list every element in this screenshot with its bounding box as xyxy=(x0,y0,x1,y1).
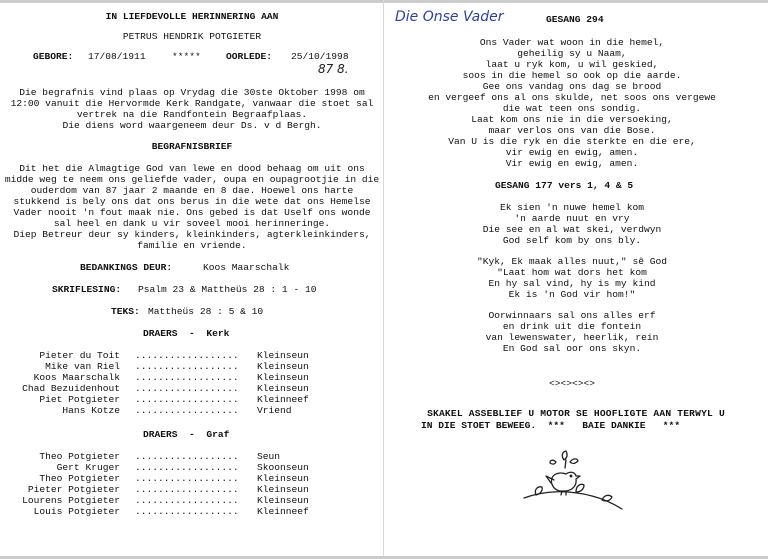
dot-leader: .................. xyxy=(135,372,239,383)
lyric-line: Vir ewig en ewig, amen. xyxy=(505,158,639,169)
dot-leader: .................. xyxy=(135,484,239,495)
bearer-row xyxy=(0,405,384,416)
lyric-line: van lewenswater, heerlik, rein xyxy=(485,332,659,343)
bearer-relation: Kleinseun xyxy=(257,350,309,361)
hymn-177-title: GESANG 177 vers 1, 4 & 5 xyxy=(495,180,634,191)
grave-bearers-heading: DRAERS - Graf xyxy=(143,429,230,440)
bearer-relation: Kleinseun xyxy=(257,495,309,506)
lyric-line: "Kyk, Ek maak alles nuut," sê God xyxy=(477,256,667,267)
letter-line: stukkend is bely ons dat ons berus in die wete dat ons Hemelse xyxy=(13,196,371,207)
bearer-name: Gert Kruger xyxy=(56,462,120,473)
lyric-line: maar verlos ons van die Bose. xyxy=(488,125,656,136)
bearer-row xyxy=(0,350,384,361)
lyric-line: 'n aarde nuut en vry xyxy=(514,213,630,224)
bearer-relation: Kleinseun xyxy=(257,383,309,394)
lyric-line: en drink uit die fontein xyxy=(502,321,642,332)
bearer-name: Piet Potgieter xyxy=(39,394,120,405)
bearer-relation: Kleinseun xyxy=(257,484,309,495)
bearer-relation: Kleinneef xyxy=(257,506,309,517)
letter-heading: BEGRAFNISBRIEF xyxy=(151,141,233,152)
bearer-name: Lourens Potgieter xyxy=(22,495,120,506)
dot-leader: .................. xyxy=(135,405,239,416)
right-page xyxy=(384,0,768,559)
handwritten-prayer-title: Die Onse Vader xyxy=(395,9,504,25)
bearer-row xyxy=(0,473,384,484)
bearer-row xyxy=(0,361,384,372)
bearer-relation: Vriend xyxy=(257,405,292,416)
bearer-row xyxy=(0,462,384,473)
bearer-row xyxy=(0,372,384,383)
lyric-line: Laat kom ons nie in die versoeking, xyxy=(471,114,673,125)
dot-leader: .................. xyxy=(135,361,239,372)
bearer-relation: Kleinseun xyxy=(257,361,309,372)
lyric-line: en vergeef ons al ons skulde, net soos ons vergewe xyxy=(428,92,716,103)
thanks-label: BEDANKINGS DEUR: xyxy=(80,262,173,273)
dot-leader: .................. xyxy=(135,451,239,462)
lyric-line: Gee ons vandag ons dag se brood xyxy=(482,81,662,92)
bearer-row xyxy=(0,394,384,405)
born-label: GEBORE: xyxy=(33,51,74,62)
bearer-name: Louis Potgieter xyxy=(33,506,120,517)
funeral-line: Die diens word waargeneem deur Ds. v d Bergh. xyxy=(62,120,322,131)
bearer-relation: Kleinneef xyxy=(257,394,309,405)
lyric-line: die wat teen ons sondig. xyxy=(502,103,642,114)
hymn-294-title: GESANG 294 xyxy=(546,14,604,25)
bearer-relation: Kleinseun xyxy=(257,473,309,484)
text-label: TEKS: xyxy=(111,306,140,317)
letter-line: ouderdom van 87 jaar 2 maande en 8 dae. Hoewel ons harte xyxy=(30,185,354,196)
funeral-line: Die begrafnis vind plaas op Vrydag die 30ste Oktober 1998 om xyxy=(19,87,365,98)
bearer-name: Theo Potgieter xyxy=(39,451,120,462)
handwritten-age-note: 87 8. xyxy=(318,62,349,76)
letter-line: familie en vriende. xyxy=(137,240,247,251)
died-date: 25/10/1998 xyxy=(291,51,349,62)
thanks-value: Koos Maarschalk xyxy=(203,262,290,273)
letter-line: midde weg te neem ons geliefde vader, oupa en oupagrootjie in die xyxy=(4,174,380,185)
lyric-line: laat u ryk kom, u wil geskied, xyxy=(485,59,659,70)
lyric-line: Die see en al wat skei, verdwyn xyxy=(482,224,662,235)
bearer-relation: Skoonseun xyxy=(257,462,309,473)
dot-leader: .................. xyxy=(135,350,239,361)
bearer-row xyxy=(0,383,384,394)
lyric-line: vir ewig en ewig, amen. xyxy=(505,147,639,158)
lyric-line: Ek sien 'n nuwe hemel kom xyxy=(500,202,644,213)
memorial-title: IN LIEFDEVOLLE HERINNERING AAN xyxy=(105,11,279,22)
dot-leader: .................. xyxy=(135,462,239,473)
bearer-name: Theo Potgieter xyxy=(39,473,120,484)
bearer-name: Pieter Potgieter xyxy=(27,484,120,495)
ornament-divider: <><><><> xyxy=(548,378,596,389)
lyric-line: Oorwinnaars sal ons alles erf xyxy=(488,310,656,321)
dot-leader: .................. xyxy=(135,473,239,484)
dot-leader: .................. xyxy=(135,394,239,405)
lyric-line: Ek is 'n God vir hom!" xyxy=(508,289,636,300)
scripture-value: Psalm 23 & Mattheüs 28 : 1 - 10 xyxy=(138,284,317,295)
headlights-notice-line-2: IN DIE STOET BEWEEG. *** BAIE DANKIE *** xyxy=(421,420,681,431)
lyric-line: En God sal oor ons skyn. xyxy=(502,343,642,354)
text-value: Mattheüs 28 : 5 & 10 xyxy=(148,306,264,317)
bearer-name: Koos Maarschalk xyxy=(33,372,120,383)
deceased-name: PETRUS HENDRIK POTGIETER xyxy=(122,31,262,42)
bird-on-branch-icon xyxy=(518,446,628,516)
lyric-line: God self kom by ons bly. xyxy=(502,235,642,246)
died-label: OORLEDE: xyxy=(226,51,273,62)
bearer-row xyxy=(0,484,384,495)
letter-line: sal heel en dank u vir soveel mooi herinneringe. xyxy=(53,218,331,229)
letter-line: Dit het die Almagtige God van lewe en dood behaag om uit ons xyxy=(19,163,365,174)
dot-leader: .................. xyxy=(135,506,239,517)
bearer-name: Hans Kotze xyxy=(62,405,120,416)
funeral-line: vertrek na die Randfontein Begraafplaas. xyxy=(76,109,308,120)
letter-line: Diep Betreur deur sy kinders, kleinkinders, agterkleinkinders, xyxy=(13,229,371,240)
letter-line: Vader nooit 'n fout maak nie. Ons gebed is dat Uself ons wonde xyxy=(13,207,371,218)
bearer-relation: Seun xyxy=(257,451,281,462)
born-date: 17/08/1911 xyxy=(88,51,146,62)
lyric-line: "Laat hom wat dors het kom xyxy=(497,267,647,278)
lyric-line: En hy sal vind, hy is my kind xyxy=(488,278,656,289)
bearer-row xyxy=(0,495,384,506)
stars-separator: ***** xyxy=(172,51,201,62)
bearer-name: Pieter du Toit xyxy=(39,350,120,361)
lyric-line: geheilig sy u Naam, xyxy=(517,48,627,59)
lyric-line: soos in die hemel so ook op die aarde. xyxy=(462,70,682,81)
bearer-row xyxy=(0,451,384,462)
bearer-row xyxy=(0,506,384,517)
church-bearers-heading: DRAERS - Kerk xyxy=(143,328,230,339)
lyric-line: Van U is die ryk en die sterkte en die ere, xyxy=(448,136,696,147)
scripture-label: SKRIFLESING: xyxy=(52,284,122,295)
headlights-notice-line-1: SKAKEL ASSEBLIEF U MOTOR SE HOOFLIGTE AAN TERWYL U xyxy=(427,408,725,419)
bearer-name: Mike van Riel xyxy=(45,361,120,372)
lyric-line: Ons Vader wat woon in die hemel, xyxy=(479,37,665,48)
bearer-name: Chad Bezuidenhout xyxy=(22,383,120,394)
funeral-line: 12:00 vanuit die Hervormde Kerk Randgate, vanwaar die stoet sal xyxy=(10,98,374,109)
dot-leader: .................. xyxy=(135,383,239,394)
bearer-relation: Kleinseun xyxy=(257,372,309,383)
dot-leader: .................. xyxy=(135,495,239,506)
